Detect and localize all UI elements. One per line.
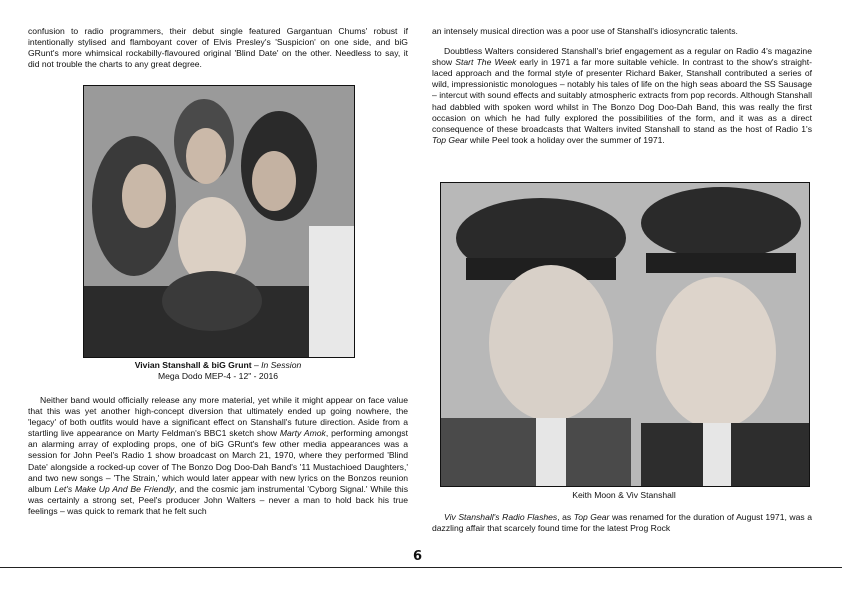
- caption-title: In Session: [261, 360, 302, 370]
- start-the-week-title: Start The Week: [455, 57, 517, 68]
- right-column: [432, 0, 812, 146]
- moon-stanshall-illustration: [441, 183, 809, 486]
- album-title: Let's Make Up And Be Friendly: [54, 483, 175, 494]
- left-paragraph-1: confusion to radio programmers, their debut single featured Gargantuan Chums' robust if intentionally stylised and flamboyant cover of Elvis Presley's 'Suspicion' on one side, and biG GRunt's more whimsical rockabilly-flavoured original 'Blind Date' on the other. Needless to say, it did not trouble the charts to any great degree.: [28, 26, 408, 70]
- top-gear-title-2: Top Gear: [573, 512, 610, 522]
- band-photo-illustration: [84, 86, 354, 357]
- marty-amok-title: Marty Amok: [279, 428, 326, 439]
- left-paragraph-2-a: Neither band would officially release any more material, yet while it might appear on face value that this was yet another high-concept diversion that ultimately ended up going nowhere, the 'legacy' of both outfits would have a significant effect on Stanshall's future direction. Aside from a startling live appearance on Marty Feldman's BBC1 sketch show: [28, 395, 408, 439]
- caption-release-info: Mega Dodo MEP-4 - 12" - 2016: [157, 371, 279, 381]
- page-number: 6: [413, 549, 423, 564]
- left-column: [28, 0, 408, 70]
- caption-names: Vivian Stanshall & biG Grunt: [134, 360, 252, 370]
- right-column-lower: [432, 512, 812, 534]
- moon-stanshall-caption: Keith Moon & Viv Stanshall: [572, 490, 676, 500]
- right-paragraph-3-a: , as: [557, 512, 574, 522]
- right-paragraph-2: [432, 46, 812, 146]
- band-photo: [83, 85, 355, 358]
- right-paragraph-3: [432, 512, 812, 534]
- left-paragraph-2-b: , performing amongst an alarming array of exploding props, one of biG GRunt's few other media appearances was a session for John Peel's Radio 1 show broadcast on March 21, 1970, where they performed 'Blind Date' alongside a rocked-up cover of The Bonzo Dog Doo-Dah Band's '11 Mustachioed Daughters,' and two new songs – 'The Strain,' which would later appear with new lyrics on the Bonzos reunion album: [28, 428, 408, 494]
- right-paragraph-2-b: early in 1971 a far more suitable vehicle. In contrast to the show's straight-laced approach and the formal style of presenter Richard Baker, Stanshall contributed a series of wild, impressionistic monologues – notably his tales of life on the high seas aboard the SS Sausage – intercut with sound effects and suitably atmospheric extracts from pop records. Although Stanshall had dabbled with spoken word whilst in The Bonzo Dog Doo-Dah Band, this was really the first occasion on which he had fully explored the possibilities of the form, and it was as a direct consequence of these broadcasts that Walters invited Stanshall to stand as the host of Radio 1's: [432, 57, 813, 134]
- right-paragraph-1: an intensely musical direction was a poor use of Stanshall's idiosyncratic talents.: [432, 26, 738, 36]
- right-paragraph-2-a: Doubtless Walters considered Stanshall's brief engagement as a regular on Radio 4's magazine show: [432, 46, 812, 68]
- left-column-lower: [28, 395, 408, 517]
- left-paragraph-2-c: , and the cosmic jam instrumental 'Cyborg Signal.' While this was certainly a strong set, Peel's producer John Walters – never a man to hold back his true feelings – was quick to remark that he felt such: [28, 483, 409, 516]
- radio-flashes-title: Viv Stanshall's Radio Flashes: [444, 512, 558, 522]
- band-photo-caption: [83, 360, 353, 382]
- moon-stanshall-photo: [440, 182, 810, 487]
- footer-rule: [0, 567, 842, 568]
- top-gear-title: Top Gear: [432, 134, 468, 145]
- caption-dash: –: [251, 360, 262, 370]
- left-paragraph-2: [28, 395, 408, 517]
- right-paragraph-2-c: while Peel took a holiday over the summer of 1971.: [467, 134, 665, 145]
- right-paragraph-3-b: was renamed for the duration of August 1971, was a dazzling affair that scarcely found time for the latest Prog Rock: [432, 512, 812, 534]
